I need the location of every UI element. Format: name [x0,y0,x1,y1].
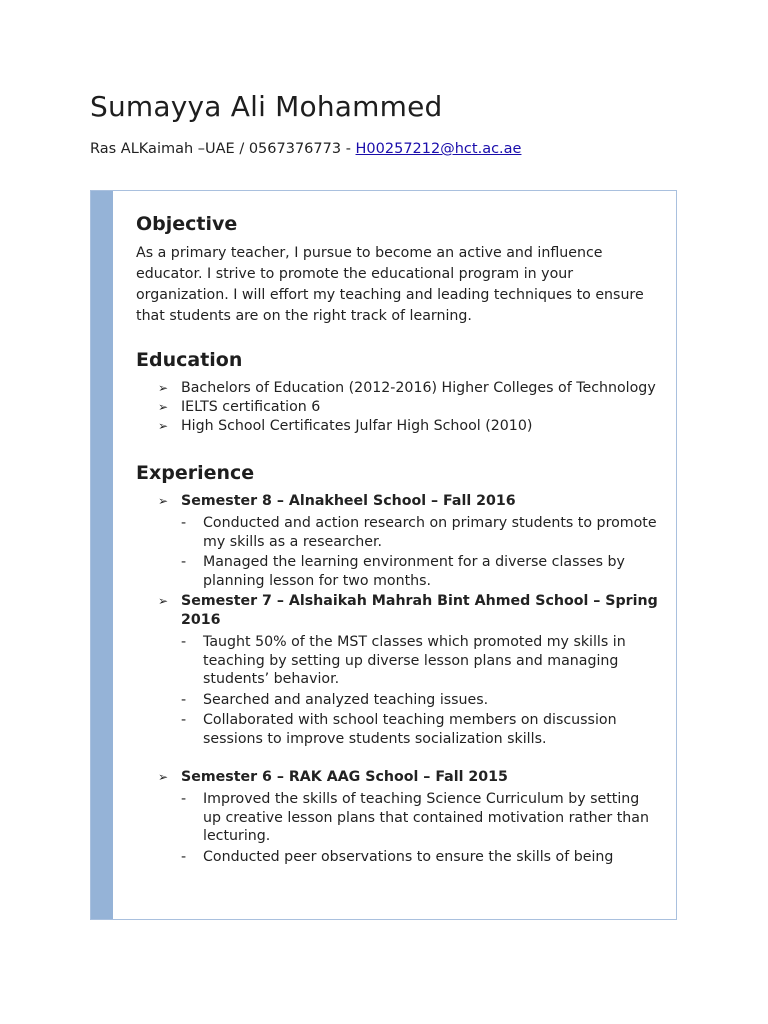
objective-heading: Objective [136,213,238,235]
education-item: High School Certificates Julfar High School (2010) [181,418,533,434]
dash-bullet-icon: - [181,515,187,531]
experience-points [181,514,661,590]
experience-point: Conducted and action research on primary students to promote my skills as a researcher. [203,515,657,550]
arrow-bullet-icon: ➢ [158,419,169,433]
list-item [181,711,661,748]
resume-name: Sumayya Ali Mohammed [90,90,443,123]
resume-content [136,213,661,868]
experience-points [181,633,661,748]
contact-line [90,141,521,157]
dash-bullet-icon: - [181,791,187,807]
dash-bullet-icon: - [181,634,187,650]
spacer [136,750,661,768]
experience-item [136,592,661,748]
list-item [181,790,661,846]
side-accent-bar [91,191,113,919]
experience-item [136,492,661,590]
objective-section [136,213,661,327]
email-link[interactable]: H00257212@hct.ac.ae [355,141,522,157]
arrow-bullet-icon: ➢ [158,381,169,395]
arrow-bullet-icon: ➢ [158,770,169,784]
experience-item [136,768,661,866]
objective-text: As a primary teacher, I pursue to become an active and influence educator. I strive to promote the educational program in your organization. I will effort my teaching and leading techniques to ensure that students are on the right track of learning. [136,245,644,324]
resume-body-box [90,190,677,920]
experience-point: Searched and analyzed teaching issues. [203,691,489,708]
dash-bullet-icon: - [181,554,187,570]
experience-heading-text: Semester 6 – RAK AAG School – Fall 2015 [181,769,508,785]
list-item [181,553,661,590]
education-item: Bachelors of Education (2012-2016) Higher Colleges of Technology [181,380,656,396]
education-section [136,349,661,436]
dash-bullet-icon: - [181,712,187,728]
education-list [136,379,661,436]
experience-point: Conducted peer observations to ensure the skills of being [203,848,614,865]
arrow-bullet-icon: ➢ [158,494,169,508]
dash-bullet-icon: - [181,691,187,708]
arrow-bullet-icon: ➢ [158,594,169,608]
experience-section [136,462,661,866]
experience-point: Taught 50% of the MST classes which promoted my skills in teaching by setting up diverse lesson plans and managing students’ behavior. [203,634,626,687]
experience-point: Improved the skills of teaching Science Curriculum by setting up creative lesson plans that contained motivation rather than lecturing. [203,791,649,844]
list-item [136,417,661,436]
list-item [181,848,661,867]
experience-heading-text: Semester 8 – Alnakheel School – Fall 2016 [181,493,516,509]
experience-list [136,492,661,866]
experience-point: Managed the learning environment for a diverse classes by planning lesson for two months. [203,554,625,589]
contact-info: Ras ALKaimah –UAE / 0567376773 - [90,141,356,157]
education-item: IELTS certification 6 [181,399,321,415]
experience-points [181,790,661,866]
experience-heading: Experience [136,462,255,484]
education-heading: Education [136,349,243,371]
list-item [136,379,661,398]
list-item [136,398,661,417]
list-item [181,514,661,551]
list-item [181,633,661,689]
list-item [181,691,661,710]
experience-heading-text: Semester 7 – Alshaikah Mahrah Bint Ahmed School – Spring 2016 [181,593,658,628]
arrow-bullet-icon: ➢ [158,400,169,414]
dash-bullet-icon: - [181,848,187,865]
experience-point: Collaborated with school teaching members on discussion sessions to improve students socialization skills. [203,712,617,747]
